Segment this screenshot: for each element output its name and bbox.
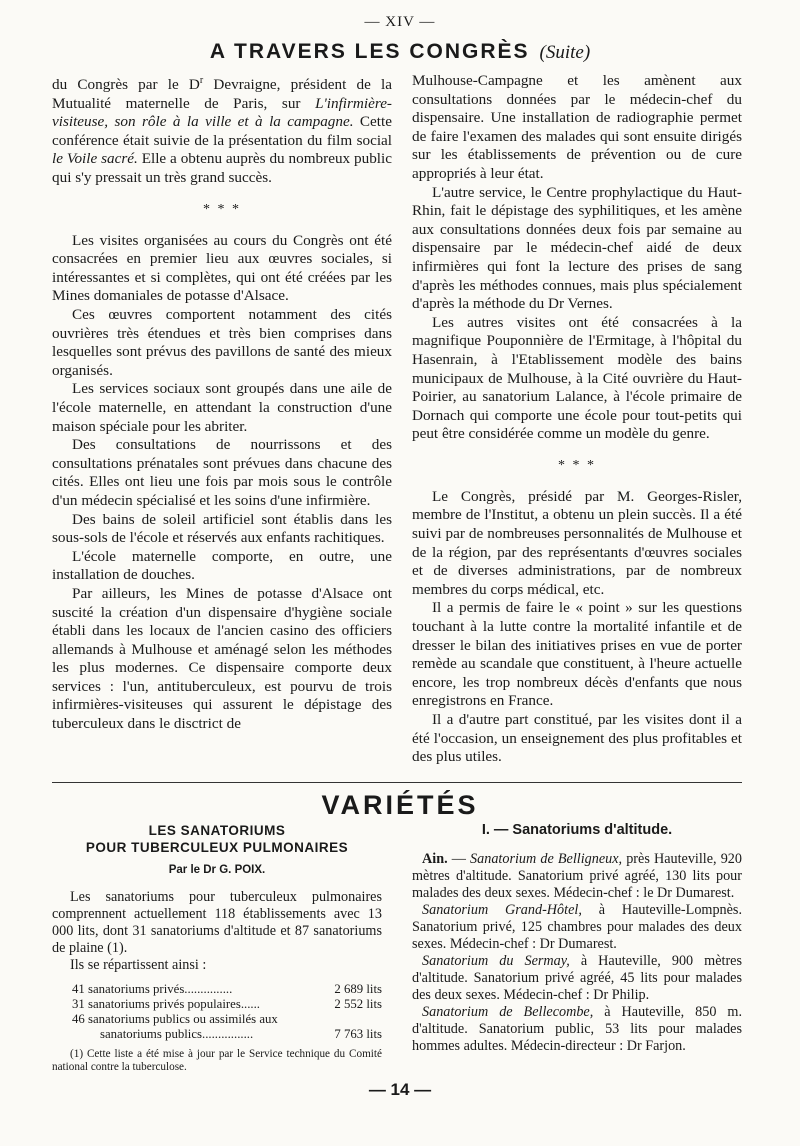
- paragraph: Il a permis de faire le « point » sur les questions touchant à la lutte contre la mortalité infantile et de dresser le bilan des initiatives prises en vue de porter remède au scandale que constituent, à l'heure actuelle encore, les trop nombreux décès d'enfants que nous enregistrons en France.: [412, 599, 742, 710]
- paragraph: Les services sociaux sont groupés dans une aile de l'école maternelle, en attendant la construction d'une maison spéciale pour les abriter.: [52, 380, 392, 435]
- paragraph: L'école maternelle comporte, en outre, une installation de douches.: [52, 547, 392, 584]
- paragraph: Des bains de soleil artificiel sont établis dans les sous-sols de l'école et réservés aux enfants rachitiques.: [52, 510, 392, 547]
- article-right-column: [412, 72, 742, 767]
- horizontal-divider: [52, 782, 742, 783]
- sanatorium-entry: Ain. — Sanatorium de Belligneux, près Hauteville, 920 mètres d'altitude. Sanatorium privé agréé, 130 lits pour malades des deux sexes. Médecin-chef : le Dr Dumarest.: [412, 851, 742, 901]
- section-separator: * * *: [558, 457, 596, 473]
- article-left-column: [52, 72, 392, 734]
- paragraph: Des consultations de nourrissons et des consultations prénatales sont prévues dans chacune des cités. Elles ont lieu une fois par mois sous le contrôle d'un médecin spécialisé et les soins d'une infirmière.: [52, 436, 392, 509]
- section-separator: * * *: [203, 201, 241, 217]
- article-heading: POUR TUBERCULEUX PULMONAIRES: [85, 840, 349, 855]
- page-number-roman: — XIV —: [364, 14, 436, 30]
- stats-list: [72, 982, 382, 1042]
- byline: Par le Dr G. POIX.: [168, 864, 266, 876]
- sanatorium-entry: Sanatorium Grand-Hôtel, à Hauteville-Lompnès. Sanatorium privé, 125 chambres pour malades des deux sexes. Médecin-chef : Dr Dumarest.: [412, 902, 742, 952]
- paragraph: Ces œuvres comportent notamment des cités ouvrières très étendues et très bien comprises dans lesquelles sont prévus des pavillons de santé des mieux organisés.: [52, 306, 392, 379]
- varietes-title: VARIÉTÉS: [321, 790, 479, 820]
- paragraph: Les sanatoriums pour tuberculeux pulmonaires comprennent actuellement 118 établissements avec 13 000 lits, dont 31 sanatoriums d'altitude et 87 sanatoriums de plaine (1).: [52, 889, 382, 956]
- paragraph: L'autre service, le Centre prophylactique du Haut-Rhin, fait le dépistage des syphilitiques, et les amène aux consultations données deux fois par semaine au dispensaire par le médecin-chef aidé de deux infirmières qui font la lecture des prises de sang d'après les méthodes connues, mais plus spécialement d'après la méthode du Dr Vernes.: [412, 183, 742, 313]
- paragraph: Les autres visites ont été consacrées à la magnifique Pouponnière de l'Ermitage, à l'hôpital du Hasenrain, à l'Etablissement modèle des bains municipaux de Mulhouse, à la Cité ouvrière du Haut-Poirier, au sanatorium Lalance, à l'école primaire de Dornach qui comporte une école pour tout-petits qui peut être considérée comme un modèle du genre.: [412, 313, 742, 443]
- section-header: [0, 40, 800, 64]
- paragraph: du Congrès par le $D^r$ Devraigne, président de la Mutualité maternelle de Paris, sur L'infirmière-visiteuse, son rôle à la ville et à la campagne. Cette conférence était suivie de la présentation du film social le Voile sacré. Elle a obtenu auprès du nombreux public qui s'y pressait un très grand succès.: [52, 75, 392, 187]
- section-heading: I. — Sanatoriums d'altitude.: [481, 822, 673, 838]
- sanatorium-entry: Sanatorium du Sermay, à Hauteville, 900 mètres d'altitude. Sanatorium privé agréé, 45 lits pour malades des deux sexes. Médecin-chef : Dr Philip.: [412, 953, 742, 1003]
- paragraph: Le Congrès, présidé par M. Georges-Risler, membre de l'Institut, a obtenu un plein succès. Il a été suivi par de nombreuses personnalités de Mulhouse et de la région, par des représentants d'œuvres sociales et de diverses administrations, par de nombreux membres du corps médical, etc.: [412, 487, 742, 598]
- paragraph: Il a d'autre part constitué, par les visites dont il a été l'occasion, un enseignement des plus profitables et des plus utiles.: [412, 711, 742, 766]
- footnote: (1) Cette liste a été mise à jour par le Service technique du Comité national contre la tuberculose.: [52, 1048, 382, 1073]
- sanatorium-entry: Sanatorium de Bellecombe, à Hauteville, 850 m. d'altitude. Sanatorium public, 53 lits pour malades hommes adultes. Médecin-directeur : Dr Farjon.: [412, 1004, 742, 1054]
- page-number: — 14 —: [368, 1080, 432, 1099]
- header-suite: (Suite): [539, 42, 591, 63]
- paragraph: Les visites organisées au cours du Congrès ont été consacrées en premier lieu aux œuvres sociales, si intéressantes et si complètes, qui ont été créées par les Mines domaniales de potasse d'Alsace.: [52, 231, 392, 305]
- sanatoriums-article: [52, 822, 382, 1074]
- paragraph: Ils se répartissent ainsi :: [70, 957, 207, 973]
- stats-row: 31 sanatoriums privés populaires...... 2 552 lits: [72, 997, 382, 1011]
- stats-row: 46 sanatoriums publics ou assimilés aux: [72, 1012, 278, 1026]
- article-heading: LES SANATORIUMS: [148, 823, 286, 838]
- paragraph: Mulhouse-Campagne et les amènent aux consultations données par le médecin-chef du dispensaire. Une installation de radiographie permet de faire l'examen des malades qui sont ensuite dirigés sur les établissements de prévention ou de cure appropriés à leur état.: [412, 72, 742, 182]
- stats-row: 41 sanatoriums privés............... 2 689 lits: [72, 982, 382, 996]
- header-title: A TRAVERS LES CONGRÈS: [209, 40, 530, 63]
- paragraph: Par ailleurs, les Mines de potasse d'Alsace ont suscité la création d'un dispensaire d'hygiène sociale établi dans les locaux de l'ancien casino des officiers allemands à Mulhouse et aménagé selon les méthodes les plus modernes. Ce dispensaire comporte deux services : l'un, antituberculeux, est pourvu de trois infirmières-visiteuses qui assurent le dépistage des tuberculeux dans le disctrict de: [52, 584, 392, 733]
- altitude-sanatoriums: [412, 822, 742, 1055]
- stats-row: sanatoriums publics................ 7 763 lits: [100, 1027, 382, 1041]
